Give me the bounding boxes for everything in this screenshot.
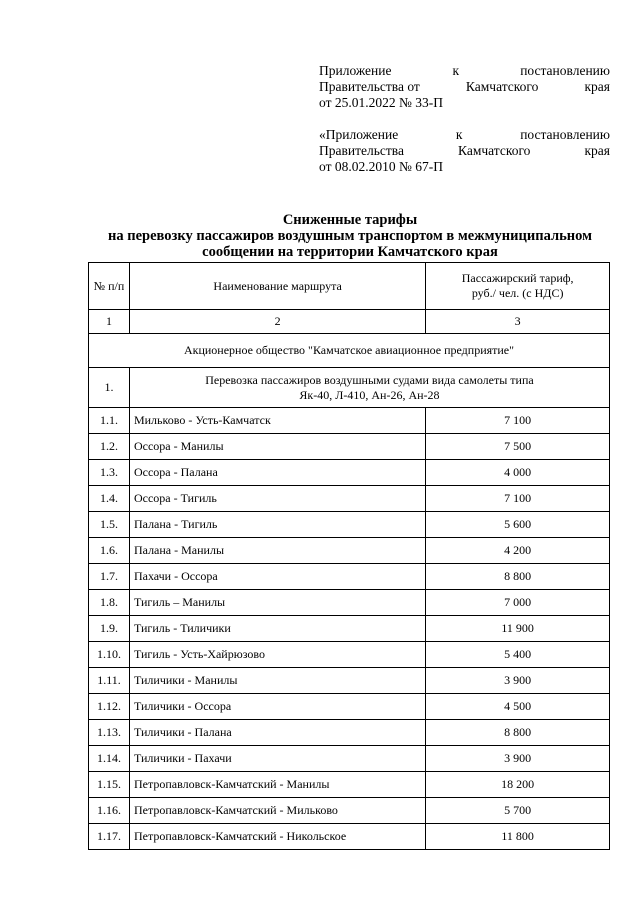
row-num: 1.14.: [89, 746, 130, 772]
row-route: Тиличики - Пахачи: [129, 746, 425, 772]
table-row: [89, 720, 610, 746]
row-route: Петропавловск-Камчатский - Манилы: [129, 772, 425, 798]
annex-word: Правительства от: [319, 79, 420, 94]
annex-word: к: [452, 63, 460, 78]
row-route: Петропавловск-Камчатский - Мильково: [129, 798, 425, 824]
row-route: Палана - Тигиль: [129, 512, 425, 538]
row-tariff: 7 100: [426, 408, 610, 434]
row-route: Оссора - Палана: [129, 460, 425, 486]
document-title: [60, 212, 640, 260]
table-row: [89, 538, 610, 564]
row-tariff: 8 800: [426, 564, 610, 590]
header-tariff-line: руб./ чел. (с НДС): [471, 286, 564, 300]
table-row: [89, 642, 610, 668]
table-row: [89, 694, 610, 720]
row-num: 1.12.: [89, 694, 130, 720]
annex-word: «Приложение: [319, 127, 399, 142]
annex-line: [319, 95, 610, 111]
row-tariff: 11 900: [426, 616, 610, 642]
column-number: 2: [129, 310, 425, 334]
annex-word: Правительства: [319, 143, 404, 158]
annex-line: [319, 127, 610, 143]
company-name: Акционерное общество "Камчатское авиационное предприятие": [89, 334, 610, 368]
row-route: Тигиль - Тиличики: [129, 616, 425, 642]
annex-word: постановлению: [520, 63, 610, 78]
table-row: [89, 564, 610, 590]
row-tariff: 7 500: [426, 434, 610, 460]
row-num: 1.11.: [89, 668, 130, 694]
header-tariff: [426, 263, 610, 310]
row-tariff: 11 800: [426, 824, 610, 850]
row-route: Мильково - Усть-Камчатск: [129, 408, 425, 434]
row-route: Тиличики - Манилы: [129, 668, 425, 694]
header-tariff-line: Пассажирский тариф,: [461, 271, 574, 285]
annex-reference-original: [319, 127, 610, 175]
row-num: 1.4.: [89, 486, 130, 512]
section-row: [89, 368, 610, 408]
row-num: 1.1.: [89, 408, 130, 434]
annex-line: [319, 159, 610, 175]
row-num: 1.2.: [89, 434, 130, 460]
row-tariff: 5 400: [426, 642, 610, 668]
row-tariff: 7 000: [426, 590, 610, 616]
header-route: Наименование маршрута: [129, 263, 425, 310]
row-tariff: 4 500: [426, 694, 610, 720]
row-route: Оссора - Тигиль: [129, 486, 425, 512]
row-num: 1.17.: [89, 824, 130, 850]
row-tariff: 4 000: [426, 460, 610, 486]
row-num: 1.16.: [89, 798, 130, 824]
title-line: на перевозку пассажиров воздушным транспортом в межмуниципальном: [108, 228, 592, 244]
company-row: [89, 334, 610, 368]
row-route: Тиличики - Палана: [129, 720, 425, 746]
table-row: [89, 616, 610, 642]
header-num: № п/п: [89, 263, 130, 310]
column-number-row: [89, 310, 610, 334]
row-tariff: 4 200: [426, 538, 610, 564]
annex-word: к: [455, 127, 463, 142]
table-row: [89, 434, 610, 460]
table-row: [89, 486, 610, 512]
table-row: [89, 460, 610, 486]
row-num: 1.15.: [89, 772, 130, 798]
table-row: [89, 590, 610, 616]
table-row: [89, 746, 610, 772]
annex-word: края: [584, 143, 610, 158]
row-route: Тигиль – Манилы: [129, 590, 425, 616]
row-tariff: 7 100: [426, 486, 610, 512]
row-route: Петропавловск-Камчатский - Никольское: [129, 824, 425, 850]
title-line: сообщении на территории Камчатского края: [202, 244, 498, 260]
annex-word: Камчатского: [458, 143, 531, 158]
annex-date: от 08.02.2010 № 67-П: [319, 159, 443, 174]
table-row: [89, 824, 610, 850]
row-num: 1.6.: [89, 538, 130, 564]
annex-word: Камчатского: [465, 79, 539, 94]
row-num: 1.3.: [89, 460, 130, 486]
row-route: Тигиль - Усть-Хайрюзово: [129, 642, 425, 668]
row-route: Тиличики - Оссора: [129, 694, 425, 720]
row-tariff: 5 700: [426, 798, 610, 824]
table-row: [89, 512, 610, 538]
table-row: [89, 668, 610, 694]
row-num: 1.7.: [89, 564, 130, 590]
section-text-line: Як-40, Л-410, Ан-26, Ан-28: [299, 387, 440, 402]
row-num: 1.10.: [89, 642, 130, 668]
section-text: [129, 368, 609, 408]
title-line: Сниженные тарифы: [282, 212, 418, 228]
row-route: Палана - Манилы: [129, 538, 425, 564]
table-row: [89, 798, 610, 824]
annex-line: [319, 79, 610, 95]
row-tariff: 3 900: [426, 668, 610, 694]
column-number: 3: [426, 310, 610, 334]
section-num: 1.: [89, 368, 130, 408]
tariff-table: [88, 262, 610, 850]
table-row: [89, 408, 610, 434]
annex-word: постановлению: [520, 127, 610, 142]
annex-word: края: [584, 79, 610, 94]
row-route: Пахачи - Оссора: [129, 564, 425, 590]
column-number: 1: [89, 310, 130, 334]
annex-line: [319, 143, 610, 159]
row-num: 1.13.: [89, 720, 130, 746]
row-num: 1.9.: [89, 616, 130, 642]
table-header-row: [89, 263, 610, 310]
row-tariff: 3 900: [426, 746, 610, 772]
row-route: Оссора - Манилы: [129, 434, 425, 460]
row-tariff: 18 200: [426, 772, 610, 798]
row-tariff: 5 600: [426, 512, 610, 538]
annex-date: от 25.01.2022 № 33-П: [319, 95, 443, 110]
table-row: [89, 772, 610, 798]
annex-reference-current: [319, 63, 610, 111]
row-tariff: 8 800: [426, 720, 610, 746]
row-num: 1.8.: [89, 590, 130, 616]
section-text-line: Перевозка пассажиров воздушными судами вида самолеты типа: [205, 372, 534, 387]
annex-line: [319, 63, 610, 79]
row-num: 1.5.: [89, 512, 130, 538]
annex-word: Приложение: [319, 63, 392, 78]
